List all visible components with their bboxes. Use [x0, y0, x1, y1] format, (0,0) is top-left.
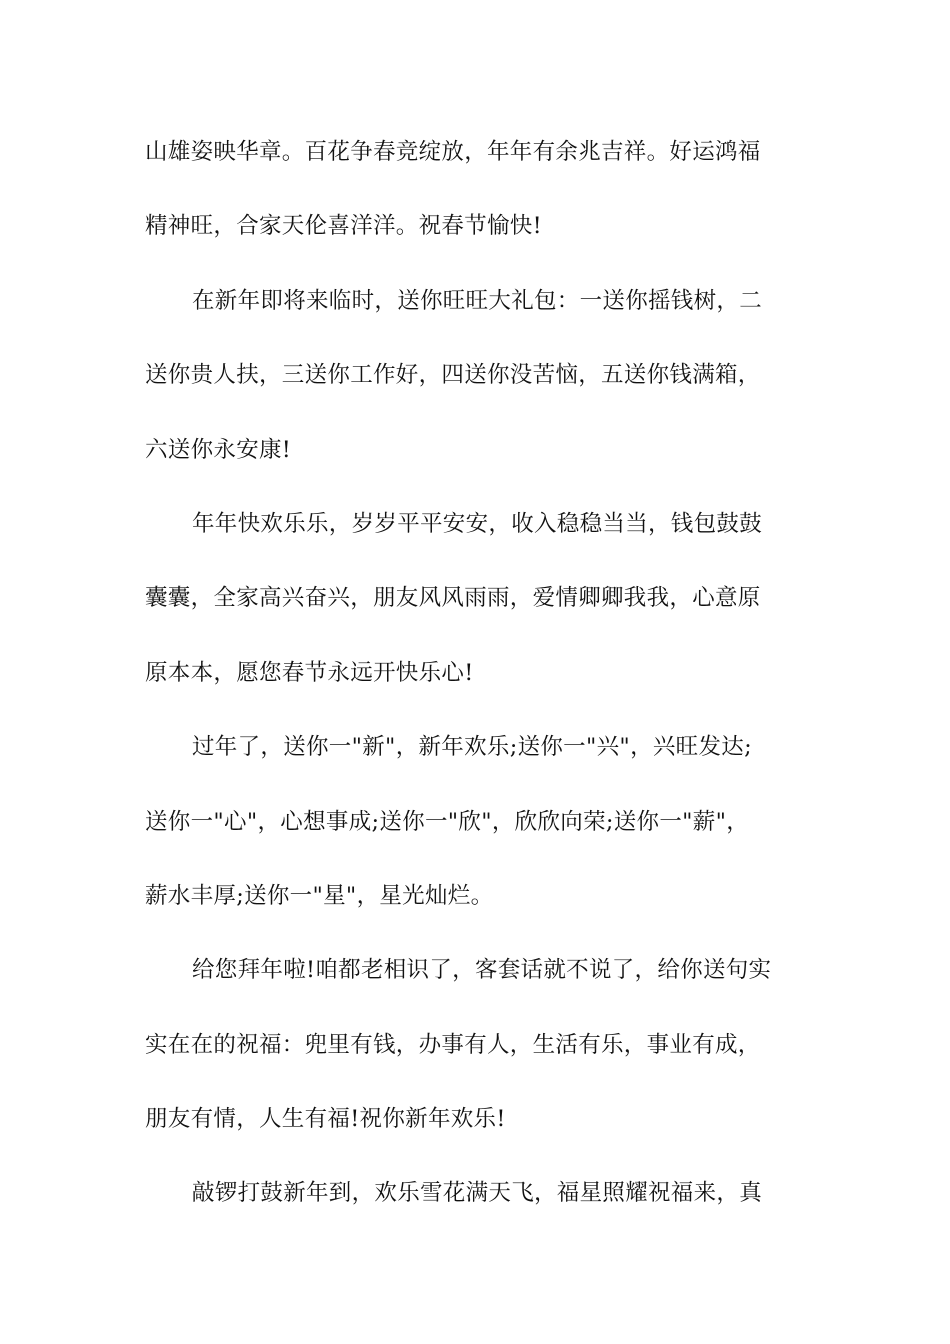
text-line: 薪水丰厚;送你一"星"，星光灿烂。 [145, 882, 494, 909]
paragraph [145, 277, 807, 500]
text-line: 囊囊，全家高兴奋兴，朋友风风雨雨，爱情卿卿我我，心意原 [145, 585, 761, 612]
text-line: 实在在的祝福：兜里有钱，办事有人，生活有乐，事业有成， [145, 1031, 761, 1058]
text-line: 六送你永安康! [145, 436, 292, 463]
paragraph [145, 946, 807, 1169]
text-line: 敲锣打鼓新年到，欢乐雪花满天飞，福星照耀祝福来，真 [192, 1180, 763, 1207]
text-line: 原本本，愿您春节永远开快乐心! [145, 659, 474, 686]
paragraph [145, 723, 807, 946]
text-line: 过年了，送你一"新"，新年欢乐;送你一"兴"，兴旺发达; [192, 734, 752, 761]
document-body [145, 128, 807, 1244]
paragraph [145, 500, 807, 723]
text-line: 给您拜年啦!咱都老相识了，客套话就不说了，给你送句实 [192, 957, 772, 984]
text-line: 山雄姿映华章。百花争春竞绽放，年年有余兆吉祥。好运鸿福 [145, 139, 761, 165]
paragraph [145, 128, 807, 277]
paragraph [145, 1169, 807, 1243]
text-line: 朋友有情，人生有福!祝你新年欢乐! [145, 1106, 506, 1133]
text-line: 在新年即将来临时，送你旺旺大礼包：一送你摇钱树，二 [192, 287, 763, 314]
text-line: 送你一"心"，心想事成;送你一"欣"，欣欣向荣;送你一"薪"， [145, 808, 750, 835]
text-line: 送你贵人扶，三送你工作好，四送你没苦恼，五送你钱满箱， [145, 362, 761, 389]
text-line: 年年快欢乐乐，岁岁平平安安，收入稳稳当当，钱包鼓鼓 [192, 510, 763, 537]
text-line: 精神旺，合家天伦喜洋洋。祝春节愉快! [145, 213, 542, 240]
